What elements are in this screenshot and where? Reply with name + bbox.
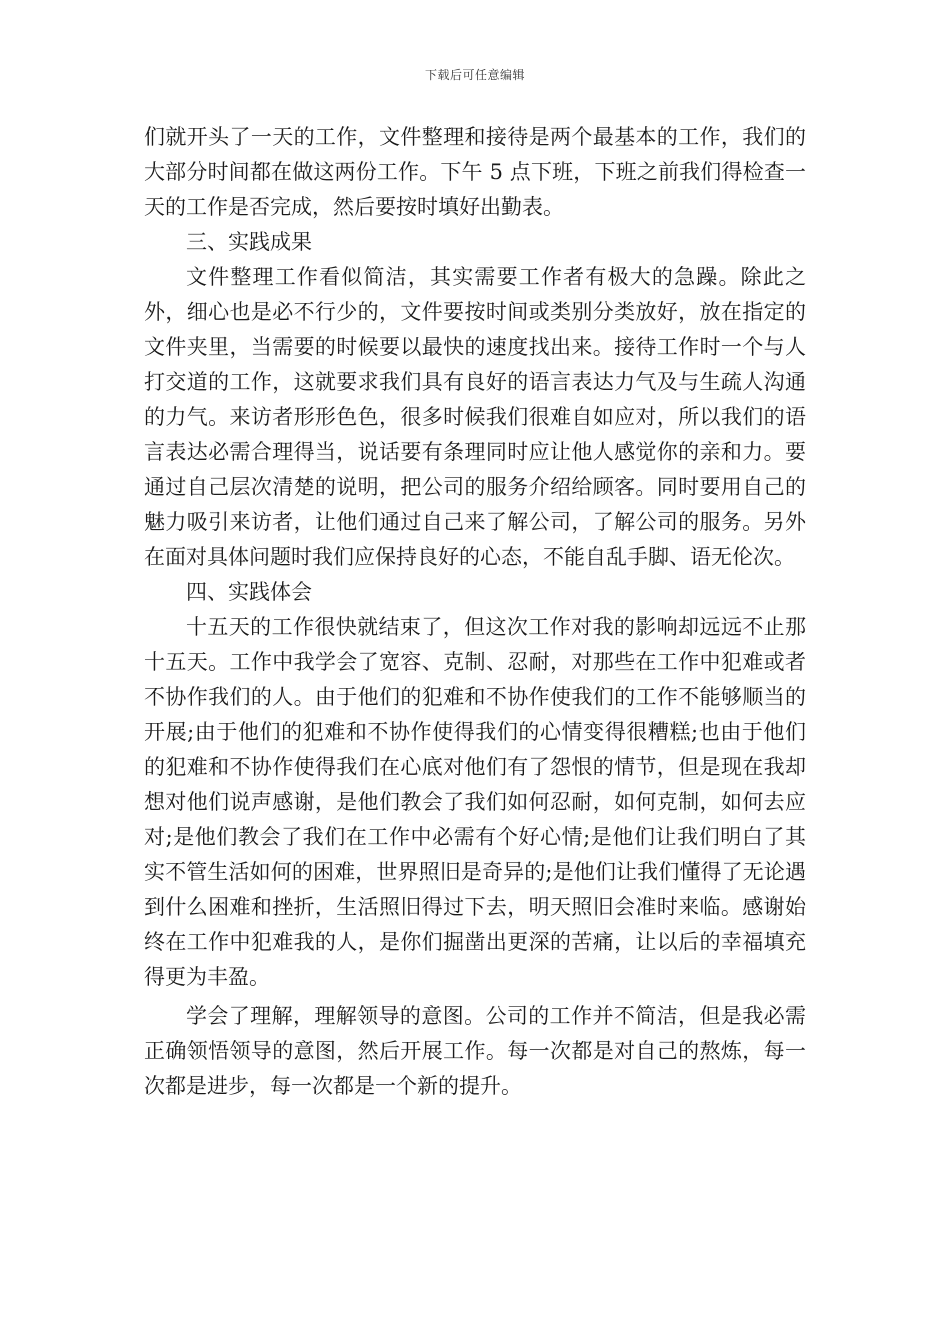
paragraph-results: 文件整理工作看似简洁，其实需要工作者有极大的急躁。除此之外，细心也是必不行少的，文件要按时间或类别分类放好，放在指定的文件夹里，当需要的时候要以最快的速度找出来。接待工作时一个与人打交道的工作，这就要求我们具有良好的语言表达力气及与生疏人沟通的力气。来访者形形色色，很多时候我们很难自如应对，所以我们的语言表达必需合理得当，说话要有条理同时应让他人感觉你的亲和力。要通过自己层次清楚的说明，把公司的服务介绍给顾客。同时要用自己的魅力吸引来访者，让他们通过自己来了解公司，了解公司的服务。另外在面对具体问题时我们应保持良好的心态，不能自乱手脚、语无伦次。 <box>144 265 806 569</box>
paragraph-experience: 十五天的工作很快就结束了，但这次工作对我的影响却远远不止那十五天。工作中我学会了宽容、克制、忍耐，对那些在工作中犯难或者不协作我们的人。由于他们的犯难和不协作使我们的工作不能够顺当的开展;由于他们的犯难和不协作使得我们的心情变得很糟糕;也由于他们的犯难和不协作使得我们在心底对他们有了怨恨的情节，但是现在我却想对他们说声感谢，是他们教会了我们如何忍耐，如何克制，如何去应对;是他们教会了我们在工作中必需有个好心情;是他们让我们明白了其实不管生活如何的困难，世界照旧是奇异的;是他们让我们懂得了无论遇到什么困难和挫折，生活照旧得过下去，明天照旧会准时来临。感谢始终在工作中犯难我的人，是你们掘凿出更深的苦痛，让以后的幸福填充得更为丰盈。 <box>144 615 806 989</box>
section-heading-experience: 四、实践体会 <box>186 580 312 604</box>
section-heading-results: 三、实践成果 <box>186 230 312 254</box>
document-body <box>144 120 806 1104</box>
paragraph-understanding: 学会了理解，理解领导的意图。公司的工作并不简洁，但是我必需正确领悟领导的意图，然后开展工作。每一次都是对自己的熬炼，每一次都是进步，每一次都是一个新的提升。 <box>144 1004 806 1098</box>
paragraph-continuation: 们就开头了一天的工作，文件整理和接待是两个最基本的工作，我们的大部分时间都在做这两份工作。下午 5 点下班，下班之前我们得检查一天的工作是否完成，然后要按时填好出勤表。 <box>144 125 806 219</box>
page-header: 下载后可任意编辑 <box>424 68 525 82</box>
